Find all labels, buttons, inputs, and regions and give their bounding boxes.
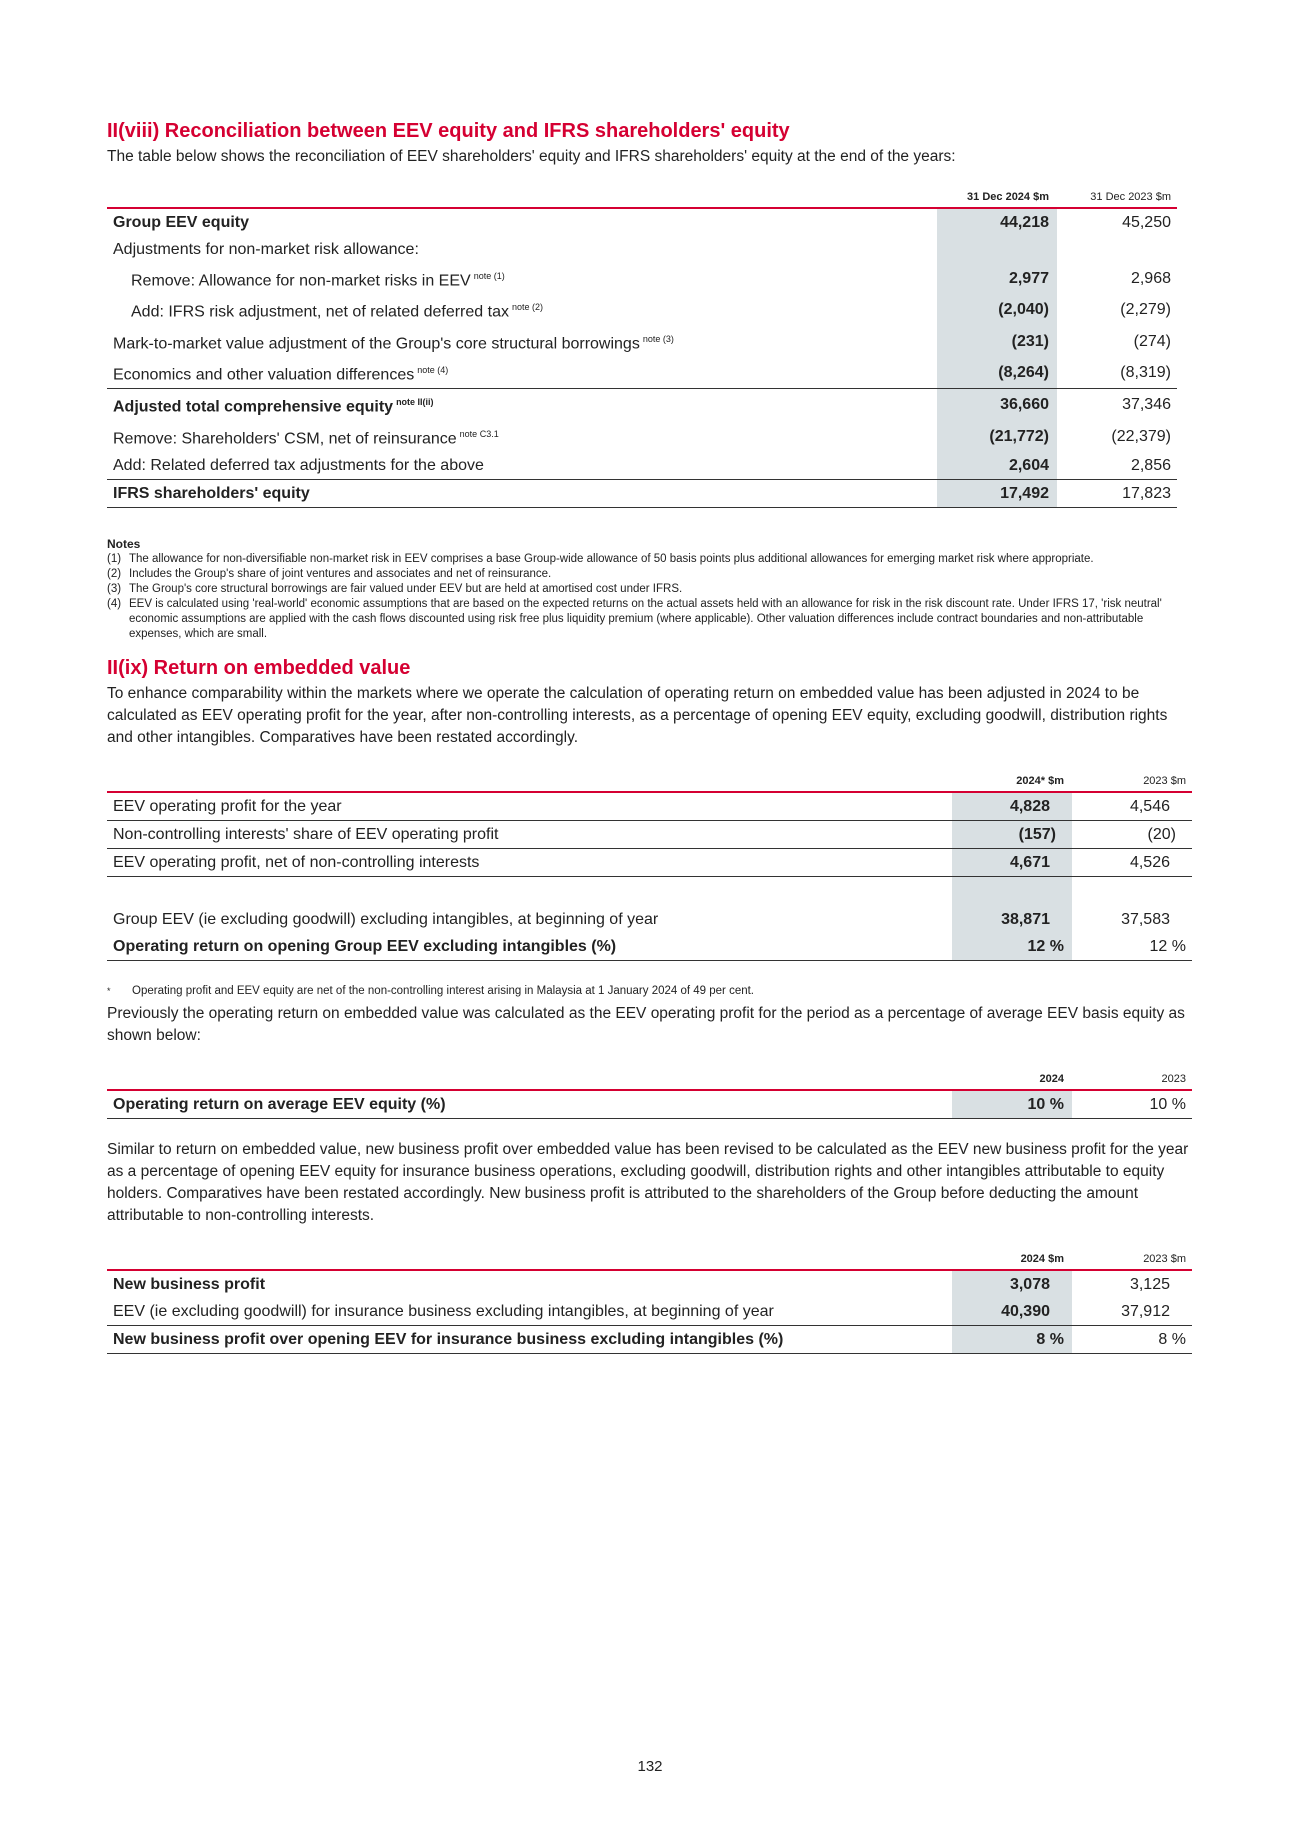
eev-ifrs-reconciliation-table [107, 187, 1177, 508]
table-row [107, 294, 1177, 325]
paragraph: Similar to return on embedded value, new business profit over embedded value has been revised to be calculated as the EEV new business profit for the year as a percentage of opening EEV equity for insurance business operations, excluding goodwill, distribution rights and other intangibles attributable to equity holders. Comparatives have been restated accordingly. New business profit is attributed to the shareholders of the Group before deducting the amount attributable to non-controlling interests. [107, 1140, 1189, 1224]
notes-heading: Notes [107, 536, 141, 551]
table-row [107, 1325, 1192, 1353]
value-2024: 3,078 [952, 1270, 1072, 1298]
value-2023: 2,968 [1130, 270, 1171, 288]
value-2024: (8,264) [937, 357, 1057, 389]
section-title: II(viii) Reconciliation between EEV equity and IFRS shareholders' equity [107, 120, 790, 142]
value-2023: (274) [1133, 332, 1171, 350]
table-header [107, 187, 1177, 208]
page-content [107, 118, 1192, 1354]
row-label: EEV operating profit for the year [107, 792, 952, 821]
table-row [107, 792, 1192, 821]
column-header: 2024* $m [952, 771, 1072, 792]
table-header [107, 771, 1192, 792]
note-reference: note C3.1 [459, 428, 499, 439]
table-row [107, 263, 1177, 294]
table-row [107, 236, 1177, 263]
note-reference: note (3) [642, 333, 674, 344]
table-row [107, 421, 1177, 452]
row-label: New business profit [107, 1270, 952, 1298]
notes-block [107, 536, 1192, 642]
page-number: 132 [637, 1758, 663, 1775]
note-item: (2) Includes the Group's share of joint ventures and associates and net of reinsurance. [107, 567, 552, 580]
section-title: II(ix) Return on embedded value [107, 656, 411, 679]
column-header: 31 Dec 2024 $m [937, 187, 1057, 208]
value-2024: (231) [937, 326, 1057, 357]
column-header: 2023 $m [1143, 774, 1186, 787]
row-label: Mark-to-market value adjustment of the Group's core structural borrowings $^{note (3)}$ [113, 333, 674, 352]
table-row [107, 357, 1177, 389]
value-2023: 3,125 [1072, 1270, 1192, 1298]
note-item: (4) EEV is calculated using 'real-world' economic assumptions that are based on the expected returns on the actual assets held with an allowance for risk in the risk discount rate. Under IFRS 17, 'risk neutral' economic assumptions are applied with the cash flows discounted using risk free plus liquidity premium (where applicable). Other valuation differences include contract boundaries and non-attributable expenses, which are small. [107, 597, 1162, 640]
row-label: Add: IFRS risk adjustment, net of related deferred tax $^{note (2)}$ [131, 302, 543, 321]
column-header: 2023 [1161, 1072, 1186, 1085]
table-row [107, 933, 1192, 961]
value-2024: 8 % [952, 1325, 1072, 1353]
table-row [107, 1090, 1192, 1119]
footnote-mark: * [107, 985, 111, 996]
table-row [107, 389, 1177, 421]
table-row [107, 479, 1177, 507]
value-2024: 2,604 [937, 452, 1057, 480]
table-row [107, 208, 1177, 236]
value-2024: (157) [952, 820, 1072, 848]
value-2023: 10 % [1072, 1090, 1192, 1119]
value-2024: 12 % [952, 933, 1072, 961]
column-header: 2024 $m [952, 1249, 1072, 1270]
row-label: IFRS shareholders' equity [107, 479, 937, 507]
row-label: Add: Related deferred tax adjustments for the above [113, 456, 484, 474]
value-2024: 44,218 [937, 208, 1057, 236]
table-row [107, 820, 1192, 848]
table-row [107, 326, 1177, 357]
value-2024: 40,390 [952, 1298, 1072, 1326]
value-2023: (2,279) [1120, 301, 1171, 319]
column-header: 2024 [952, 1069, 1072, 1090]
value-2024: (21,772) [937, 421, 1057, 452]
row-label: Non-controlling interests' share of EEV operating profit [107, 820, 952, 848]
value-2023: 4,546 [1072, 792, 1192, 821]
value-2023: 4,526 [1072, 848, 1192, 876]
row-label: New business profit over opening EEV for insurance business excluding intangibles (%) [107, 1325, 952, 1353]
value-2023: (8,319) [1120, 364, 1171, 382]
row-label: Operating return on average EEV equity (%) [107, 1090, 952, 1119]
average-eev-return-table [107, 1069, 1192, 1119]
row-label: Group EEV (ie excluding goodwill) excluding intangibles, at beginning of year [113, 910, 659, 928]
note-reference: note II(ii) [396, 397, 434, 408]
row-label: EEV operating profit, net of non-controlling interests [107, 848, 952, 876]
value-2024: 36,660 [937, 389, 1057, 421]
new-business-profit-table [107, 1249, 1192, 1354]
value-2024: 10 % [952, 1090, 1072, 1119]
value-2023: 8 % [1072, 1325, 1192, 1353]
table-row [107, 1298, 1192, 1326]
column-header: 2023 $m [1143, 1252, 1186, 1265]
row-label: Remove: Allowance for non-market risks in EEV $^{note (1)}$ [131, 271, 505, 290]
value-2023: 2,856 [1130, 456, 1171, 474]
value-2024: 4,828 [952, 792, 1072, 821]
value-2023: 12 % [1072, 933, 1192, 961]
note-item: (3) The Group's core structural borrowings are fair valued under EEV but are held at amortised cost under IFRS. [107, 582, 683, 595]
note-item: (1) The allowance for non-diversifiable non-market risk in EEV comprises a base Group-wide allowance of 50 basis points plus additional allowances for emerging market risk where appropriate. [107, 552, 1094, 565]
value-2024: (2,040) [937, 294, 1057, 325]
value-2023: (22,379) [1111, 427, 1171, 445]
footnote [107, 983, 1192, 999]
value-2024: 4,671 [952, 848, 1072, 876]
row-label: Adjustments for non-market risk allowance: [113, 241, 419, 258]
row-label: Operating return on opening Group EEV excluding intangibles (%) [107, 933, 952, 961]
table-header [107, 1249, 1192, 1270]
row-label: Remove: Shareholders' CSM, net of reinsurance $^{note C3.1}$ [113, 428, 499, 447]
value-2023: 37,346 [1057, 389, 1177, 421]
return-on-embedded-value-table [107, 771, 1192, 961]
note-reference: note (2) [511, 302, 543, 313]
value-2024: 17,492 [937, 479, 1057, 507]
footnote-text: Operating profit and EEV equity are net of the non-controlling interest arising in Malaysia at 1 January 2024 of 49 per cent. [132, 984, 755, 997]
value-2023: 17,823 [1057, 479, 1177, 507]
column-header: 31 Dec 2023 $m [1090, 191, 1171, 203]
value-2023: (20) [1072, 820, 1192, 848]
table-row [107, 1270, 1192, 1298]
section-intro: The table below shows the reconciliation of EEV shareholders' equity and IFRS shareholders' equity at the end of the years: [107, 148, 956, 165]
value-2024: 38,871 [952, 906, 1072, 933]
note-reference: note (4) [417, 364, 449, 375]
row-label: Adjusted total comprehensive equity $^{note II(ii)}$ [107, 389, 937, 421]
row-label: Group EEV equity [107, 208, 937, 236]
table-row [107, 848, 1192, 876]
row-label: EEV (ie excluding goodwill) for insurance business excluding intangibles, at beginning of year [113, 1302, 774, 1320]
value-2024: 2,977 [937, 263, 1057, 294]
value-2023: 45,250 [1057, 208, 1177, 236]
table-row [107, 452, 1177, 480]
section-intro: To enhance comparability within the markets where we operate the calculation of operating return on embedded value has been adjusted in 2024 to be calculated as EEV operating profit for the year, after non-controlling interests, as a percentage of opening EEV equity, excluding goodwill, distribution rights and other intangibles. Comparatives have been restated accordingly. [107, 684, 1168, 746]
paragraph: Previously the operating return on embedded value was calculated as the EEV operating profit for the period as a percentage of average EEV basis equity as shown below: [107, 1004, 1185, 1044]
table-row [107, 906, 1192, 933]
notes-list [107, 552, 1192, 642]
row-label: Economics and other valuation differences $^{note (4)}$ [113, 364, 449, 384]
value-2023: 37,583 [1121, 910, 1170, 928]
note-reference: note (1) [473, 271, 505, 281]
value-2023: 37,912 [1121, 1302, 1170, 1320]
table-header [107, 1069, 1192, 1090]
